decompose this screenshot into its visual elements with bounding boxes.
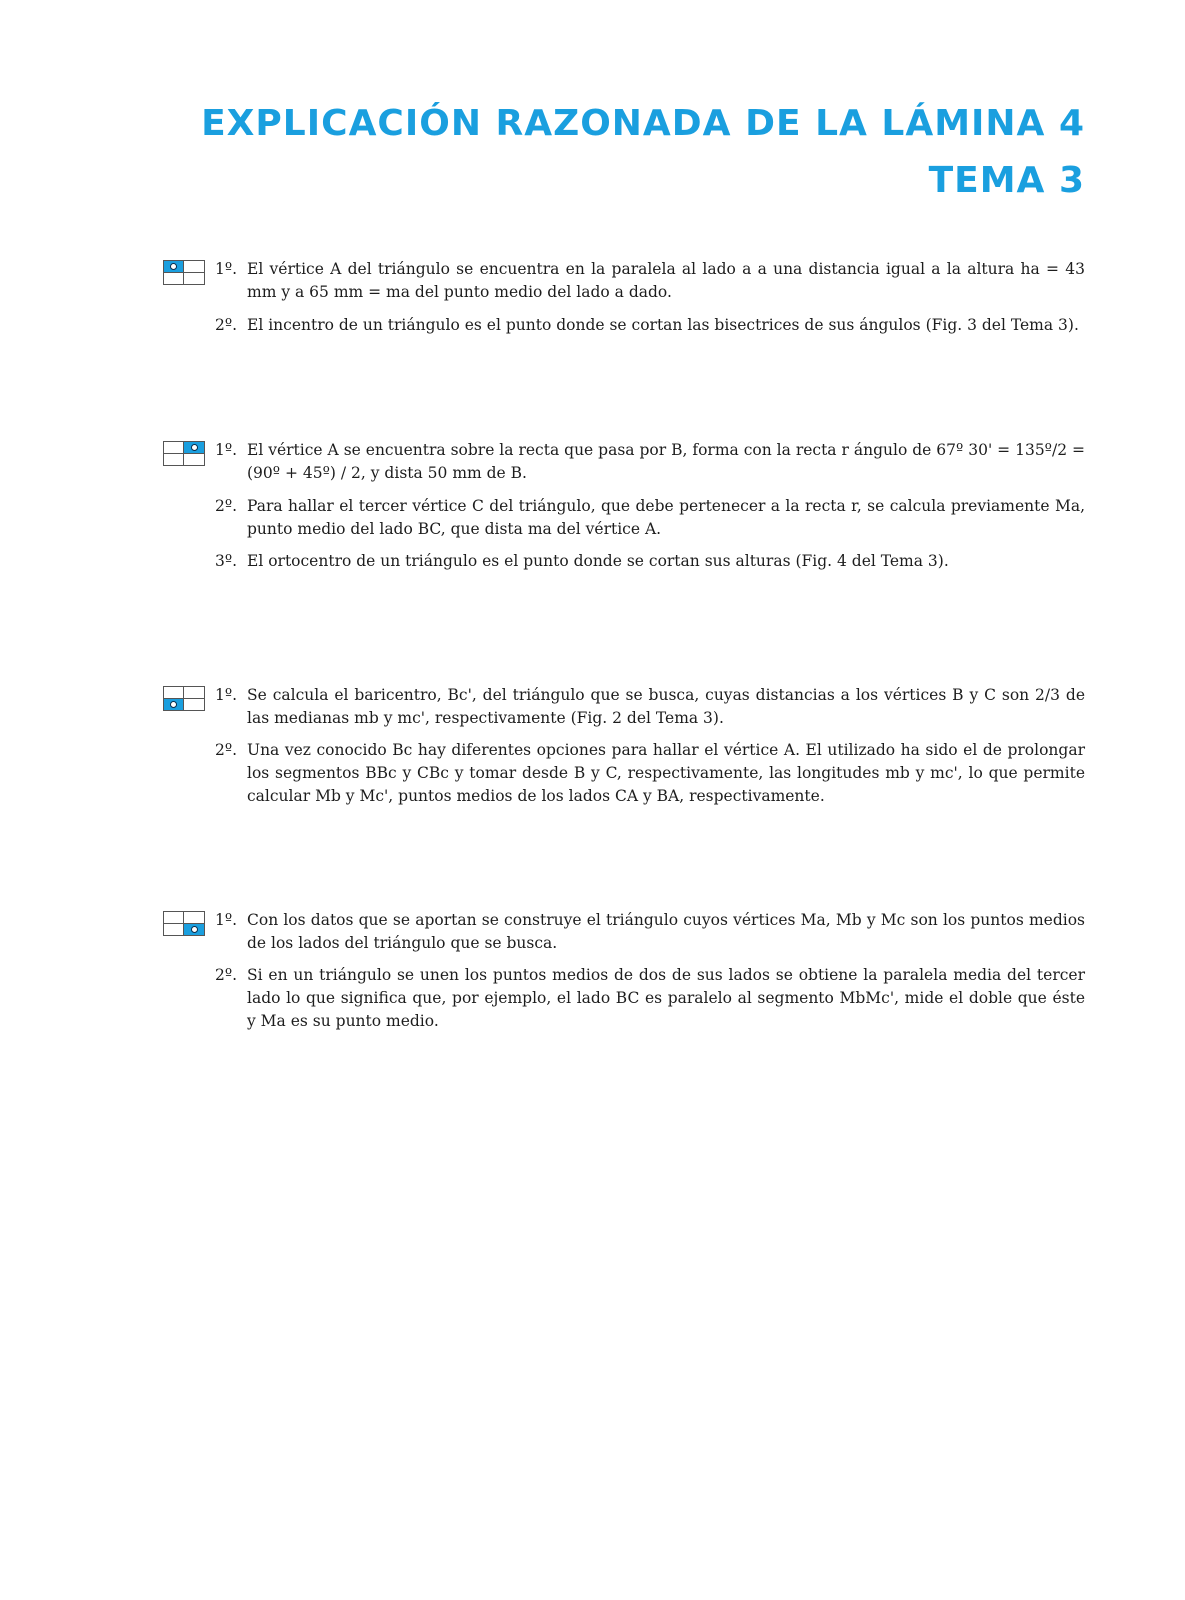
list-item: 2º. Si en un triángulo se unen los puntos medios de dos de sus lados se obtiene la paralela media del tercer lado lo que significa que, por ejemplo, el lado BC es paralelo al segmento MbMc', mide el doble que éste y Ma es su punto medio. — [215, 966, 1085, 1030]
quadrant-bottom-right-icon — [163, 911, 205, 936]
quadrant-top-left-icon — [163, 260, 205, 285]
list-item: 1º. Con los datos que se aportan se construye el triángulo cuyos vértices Ma, Mb y Mc son los puntos medios de los lados del triángulo que se busca. — [215, 911, 1085, 952]
quadrant-bottom-left-icon — [163, 686, 205, 711]
list-item: 2º. El incentro de un triángulo es el punto donde se cortan las bisectrices de sus ángulos (Fig. 3 del Tema 3). — [215, 316, 1079, 334]
list-item: 3º. El ortocentro de un triángulo es el punto donde se cortan sus alturas (Fig. 4 del Tema 3). — [215, 552, 949, 570]
page-title: EXPLICACIÓN RAZONADA DE LA LÁMINA 4 — [201, 103, 1085, 144]
quadrant-top-right-icon — [163, 441, 205, 466]
list-item: 1º. El vértice A del triángulo se encuentra en la paralela al lado a a una distancia igual a la altura ha = 43 mm y a 65 mm = ma del punto medio del lado a dado. — [215, 260, 1085, 301]
page-subtitle: TEMA 3 — [928, 160, 1085, 201]
list-item: 1º. El vértice A se encuentra sobre la recta que pasa por B, forma con la recta r ángulo de 67º 30' = 135º/2 = (90º + 45º) / 2, y dista 50 mm de B. — [215, 441, 1085, 482]
list-item: 1º. Se calcula el baricentro, Bc', del triángulo que se busca, cuyas distancias a los vértices B y C son 2/3 de las medianas mb y mc', respectivamente (Fig. 2 del Tema 3). — [215, 686, 1085, 727]
list-item: 2º. Para hallar el tercer vértice C del triángulo, que debe pertenecer a la recta r, se calcula previamente Ma, punto medio del lado BC, que dista ma del vértice A. — [215, 497, 1085, 538]
list-item: 2º. Una vez conocido Bc hay diferentes opciones para hallar el vértice A. El utilizado ha sido el de prolongar los segmentos BBc y CBc y tomar desde B y C, respectivamente, las longitudes mb y mc', lo que permite calcular Mb y Mc', puntos medios de los lados CA y BA, respectivamente. — [215, 741, 1085, 805]
